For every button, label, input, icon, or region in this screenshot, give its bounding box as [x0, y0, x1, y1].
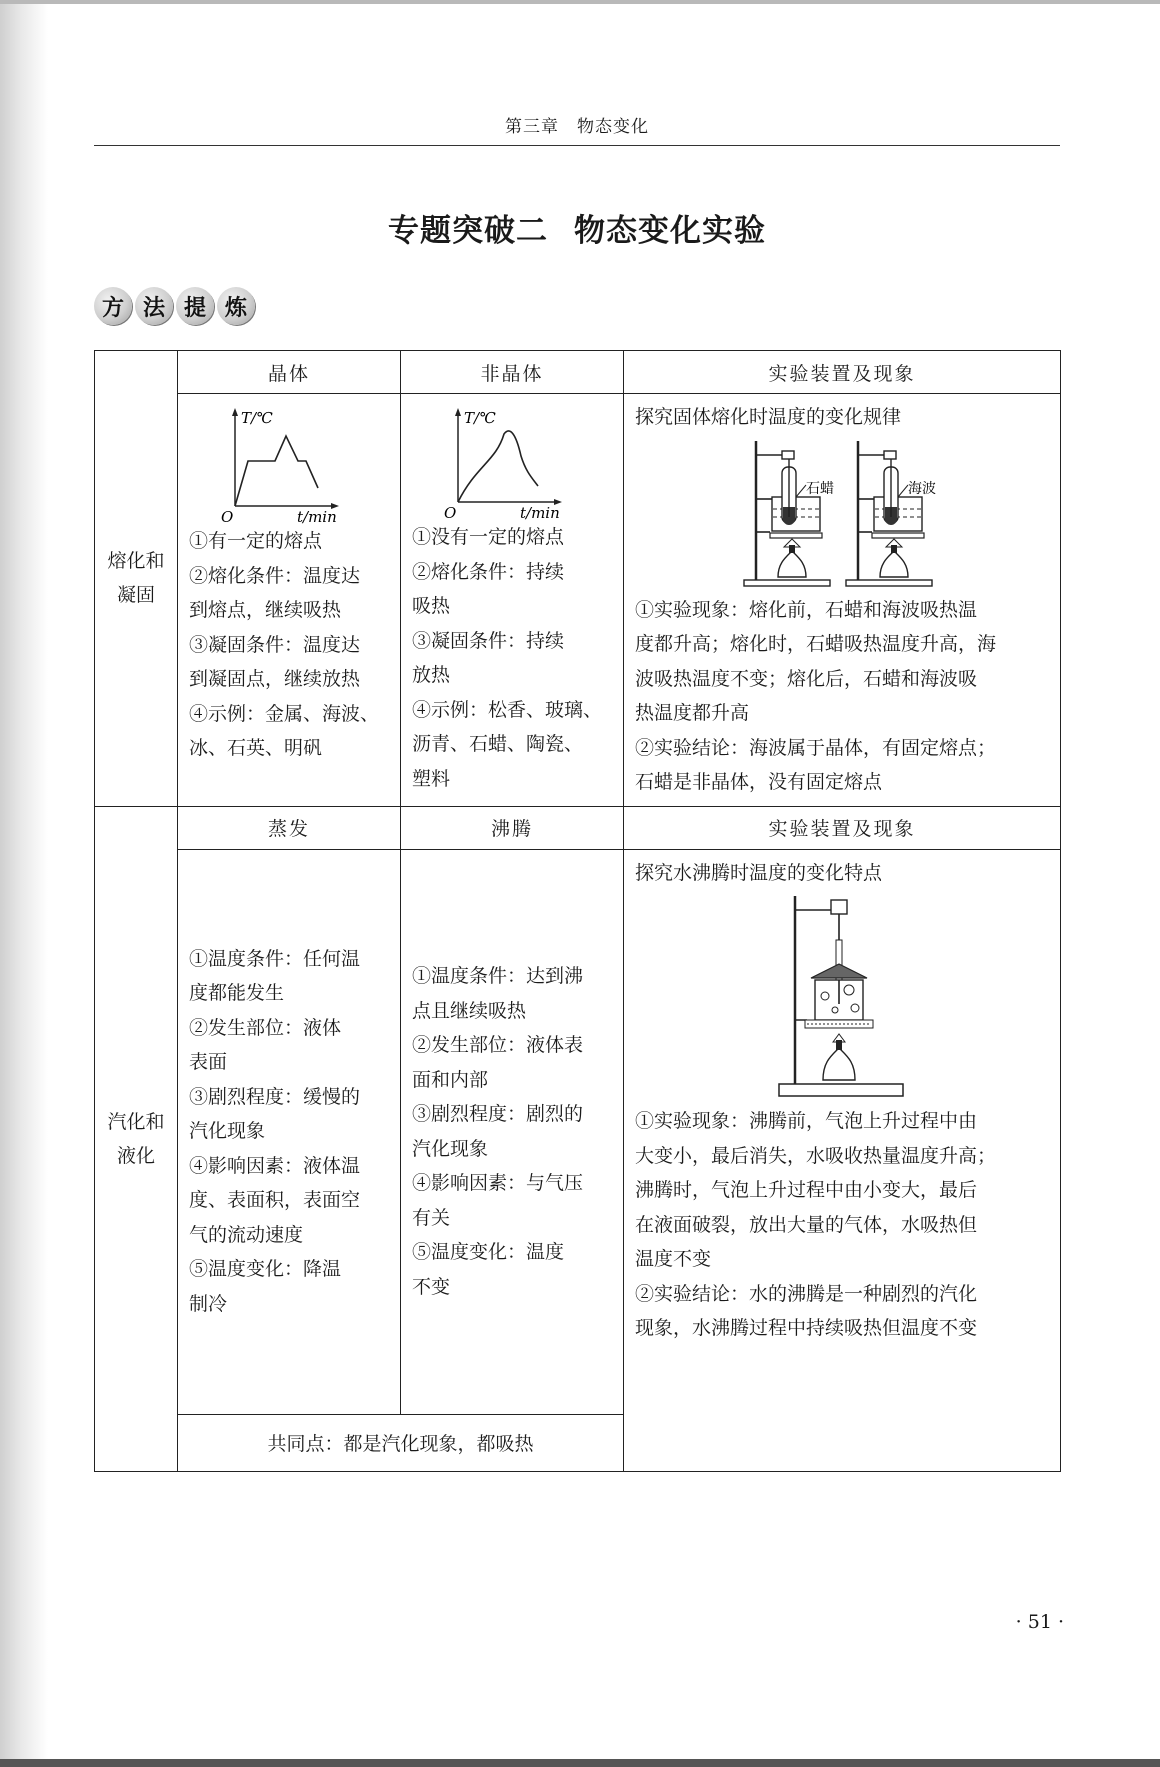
- header-experiment: 实验装置及现象: [624, 351, 1061, 394]
- boiling-apparatus-illustration: [777, 892, 907, 1100]
- header-boiling: 沸腾: [401, 806, 624, 849]
- header-rule: [94, 145, 1060, 146]
- bottom-border: [0, 1759, 1160, 1767]
- row-label-melting: 熔化和 凝固: [95, 351, 178, 807]
- header-experiment-2: 实验装置及现象: [624, 806, 1061, 849]
- badge-char: 方: [94, 287, 132, 325]
- x-axis-label: t/min: [297, 508, 337, 526]
- melting-experiment-title: 探究固体熔化时温度的变化规律: [635, 406, 902, 428]
- hypo-label: 海波: [908, 480, 936, 497]
- page-edge-shadow: [0, 0, 48, 1767]
- row-label-vaporization: 汽化和 液化: [95, 806, 178, 1471]
- badge-char: 提: [176, 287, 214, 325]
- title-part-1: 专题突破二: [388, 213, 548, 249]
- y-axis-label: T/℃: [241, 409, 273, 427]
- page-title: [94, 205, 1060, 250]
- crystal-melting-graph: [223, 406, 343, 524]
- paraffin-label: 石蜡: [806, 480, 834, 497]
- amorphous-melting-graph: [446, 406, 566, 520]
- title-part-2: 物态变化实验: [574, 213, 766, 249]
- header-amorphous: 非晶体: [401, 351, 624, 394]
- crystal-cell: T/℃ O t/min ①有一定的熔点 ②熔化条件：温度达 到熔点，继续吸热 ③凝固条件：温度达 到凝固点，继续放热 ④示例：金属、海波、 冰、石英、明矾: [178, 394, 401, 807]
- common-point-cell: 共同点：都是汽化现象，都吸热: [178, 1414, 624, 1471]
- evaporation-cell: ①温度条件：任何温 度都能发生 ②发生部位：液体 表面 ③剧烈程度：缓慢的 汽化现象 ④影响因素：液体温 度、表面积，表面空 气的流动速度 ⑤温度变化：降温 制冷: [178, 849, 401, 1414]
- badge-char: 法: [135, 287, 173, 325]
- boiling-experiment-title: 探究水沸腾时温度的变化特点: [635, 861, 883, 884]
- top-border: [0, 0, 1160, 4]
- header-evaporation: 蒸发: [178, 806, 401, 849]
- boiling-experiment-cell: 探究水沸腾时温度的变化特点 ①实验现象：沸腾前，气泡上升过程中由 大变小，最后消失，水吸收热量温度升高； 沸腾时，气泡上升过程中由小变大，最后 在液面破裂，放出大量的气体，水吸热但 温度不变 ②实验结论：水的沸腾是一种剧烈的汽化 现象，水沸腾过程中持续吸热但温度不变: [624, 849, 1061, 1471]
- running-head: 第三章 物态变化: [505, 117, 649, 137]
- svg-text:O: O: [444, 504, 457, 522]
- page-number: · 51 ·: [1015, 1611, 1064, 1633]
- section-badges: [94, 287, 255, 325]
- melting-experiment-cell: 探究固体熔化时温度的变化规律 石蜡 海波 ①实验现象：熔化前，石蜡和海波吸热温 度都升高；熔化时，石蜡吸热温度升高，海 波吸热温度不变；熔化后，石蜡和海波吸 热温度都升高 ②实验结论：海波属于晶体，有固定熔点； 石蜡是非晶体，没有固定熔点: [624, 394, 1061, 807]
- origin-label: O: [221, 508, 234, 526]
- boiling-cell: ①温度条件：达到沸 点且继续吸热 ②发生部位：液体表 面和内部 ③剧烈程度：剧烈的 汽化现象 ④影响因素：与气压 有关 ⑤温度变化：温度 不变: [401, 849, 624, 1414]
- summary-table: [94, 350, 1061, 1472]
- svg-text:t/min: t/min: [520, 504, 560, 522]
- badge-char: 炼: [217, 287, 255, 325]
- melting-apparatus-illustration: [742, 437, 942, 589]
- amorphous-cell: T/℃ O t/min ①没有一定的熔点 ②熔化条件：持续 吸热 ③凝固条件：持续 放热 ④示例：松香、玻璃、 沥青、石蜡、陶瓷、 塑料: [401, 394, 624, 807]
- svg-text:T/℃: T/℃: [464, 409, 496, 427]
- header-crystal: 晶体: [178, 351, 401, 394]
